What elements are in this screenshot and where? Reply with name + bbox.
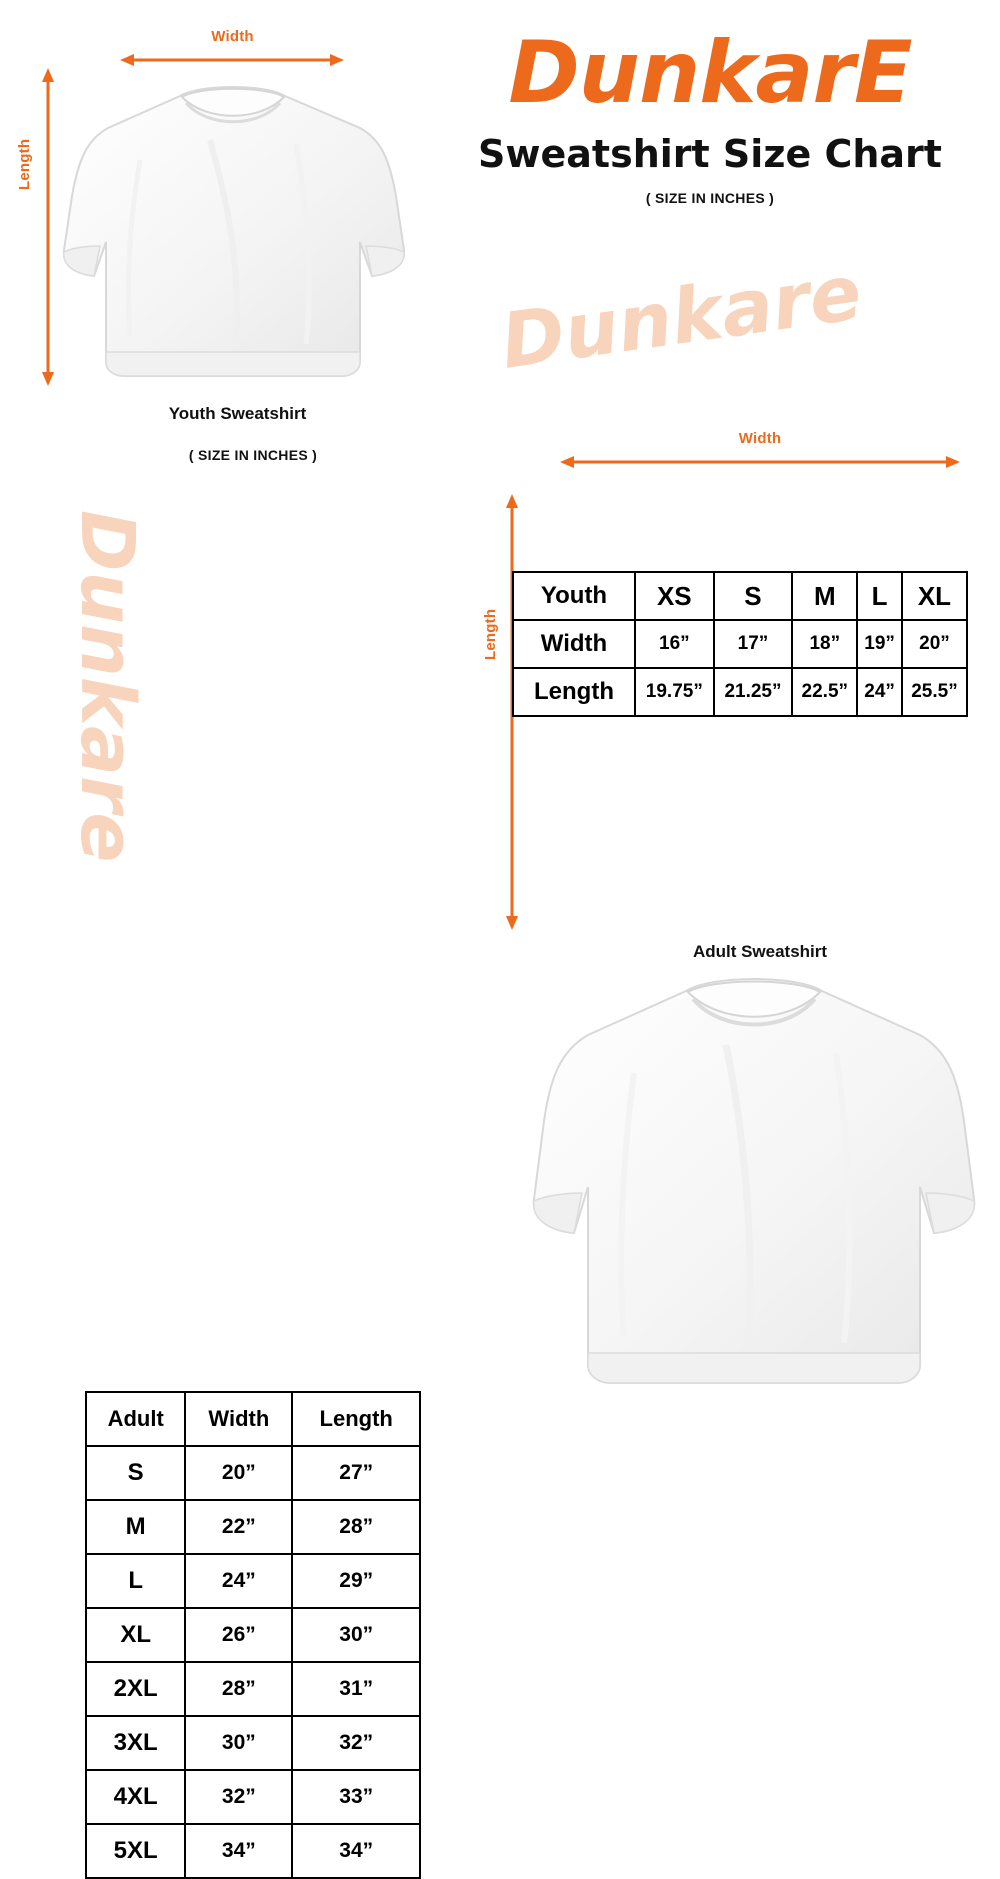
- adult-width-arrow-icon: [560, 454, 960, 470]
- adult-sweatshirt-caption: Adult Sweatshirt: [692, 942, 828, 961]
- table-row: [86, 1716, 420, 1770]
- adult-size-table-wrap: [85, 1391, 1000, 1879]
- adult-size-5xl: 5XL: [86, 1824, 185, 1878]
- adult-width-m: 22”: [185, 1500, 292, 1554]
- adult-size-4xl: 4XL: [86, 1770, 185, 1824]
- watermark-text: Dunkare: [495, 247, 867, 386]
- youth-width-l: 19”: [857, 620, 902, 668]
- youth-row-label: Youth: [513, 572, 635, 620]
- youth-length-l: 24”: [857, 668, 902, 716]
- youth-size-table-wrap: [512, 571, 1000, 717]
- adult-size-2xl: 2XL: [86, 1662, 185, 1716]
- table-row: [513, 572, 967, 620]
- table-row: [86, 1500, 420, 1554]
- adult-length-s: 27”: [292, 1446, 420, 1500]
- adult-col-header-length: Length: [292, 1392, 420, 1446]
- adult-size-l: L: [86, 1554, 185, 1608]
- youth-width-xl: 20”: [902, 620, 967, 668]
- adult-width-4xl: 32”: [185, 1770, 292, 1824]
- adult-length-xl: 30”: [292, 1608, 420, 1662]
- table-row: [86, 1662, 420, 1716]
- adult-width-3xl: 30”: [185, 1716, 292, 1770]
- adult-width-2xl: 28”: [185, 1662, 292, 1716]
- adult-units-note: ( SIZE IN INCHES ): [188, 447, 318, 463]
- adult-size-table: [85, 1391, 421, 1879]
- adult-length-l: 29”: [292, 1554, 420, 1608]
- adult-length-label: Length: [482, 608, 499, 660]
- youth-size-m: M: [792, 572, 857, 620]
- adult-size-s: S: [86, 1446, 185, 1500]
- table-row: [86, 1554, 420, 1608]
- youth-width-arrow-icon: [120, 52, 344, 68]
- youth-size-s: S: [714, 572, 793, 620]
- adult-size-3xl: 3XL: [86, 1716, 185, 1770]
- chart-title: Sweatshirt Size Chart: [478, 132, 942, 176]
- youth-size-xs: XS: [635, 572, 714, 620]
- adult-length-3xl: 32”: [292, 1716, 420, 1770]
- table-row: [86, 1770, 420, 1824]
- adult-width-l: 24”: [185, 1554, 292, 1608]
- table-row: [86, 1392, 420, 1446]
- table-row: [513, 620, 967, 668]
- youth-length-arrow-icon: [40, 68, 56, 386]
- table-row: [86, 1824, 420, 1878]
- youth-width-row-label: Width: [513, 620, 635, 668]
- table-row: [86, 1608, 420, 1662]
- youth-length-s: 21.25”: [714, 668, 793, 716]
- youth-width-m: 18”: [792, 620, 857, 668]
- adult-col-header-size: Adult: [86, 1392, 185, 1446]
- adult-sweatshirt-illustration: [530, 961, 1000, 1409]
- youth-width-xs: 16”: [635, 620, 714, 668]
- adult-size-xl: XL: [86, 1608, 185, 1662]
- adult-width-5xl: 34”: [185, 1824, 292, 1878]
- youth-width-label: Width: [211, 28, 254, 45]
- adult-width-xl: 26”: [185, 1608, 292, 1662]
- youth-size-table: [512, 571, 968, 717]
- youth-length-m: 22.5”: [792, 668, 857, 716]
- table-row: [513, 668, 967, 716]
- adult-col-header-width: Width: [185, 1392, 292, 1446]
- brand-header: [430, 23, 990, 206]
- youth-length-xs: 19.75”: [635, 668, 714, 716]
- youth-sweatshirt-caption: Youth Sweatshirt: [168, 404, 307, 423]
- table-row: [86, 1446, 420, 1500]
- watermark-text-2: Dunkare: [64, 510, 150, 863]
- adult-length-2xl: 31”: [292, 1662, 420, 1716]
- youth-length-label: Length: [16, 138, 33, 190]
- youth-length-xl: 25.5”: [902, 668, 967, 716]
- youth-length-row-label: Length: [513, 668, 635, 716]
- brand-logo: DunkarE: [508, 23, 912, 123]
- adult-width-label: Width: [738, 430, 782, 447]
- adult-length-4xl: 33”: [292, 1770, 420, 1824]
- youth-width-arrow-label-wrap: [125, 28, 340, 45]
- adult-width-arrow-label-wrap: [640, 430, 880, 447]
- youth-size-l: L: [857, 572, 902, 620]
- adult-length-m: 28”: [292, 1500, 420, 1554]
- youth-size-xl: XL: [902, 572, 967, 620]
- youth-units-note: ( SIZE IN INCHES ): [645, 190, 775, 206]
- adult-size-m: M: [86, 1500, 185, 1554]
- youth-width-s: 17”: [714, 620, 793, 668]
- adult-width-s: 20”: [185, 1446, 292, 1500]
- adult-length-5xl: 34”: [292, 1824, 420, 1878]
